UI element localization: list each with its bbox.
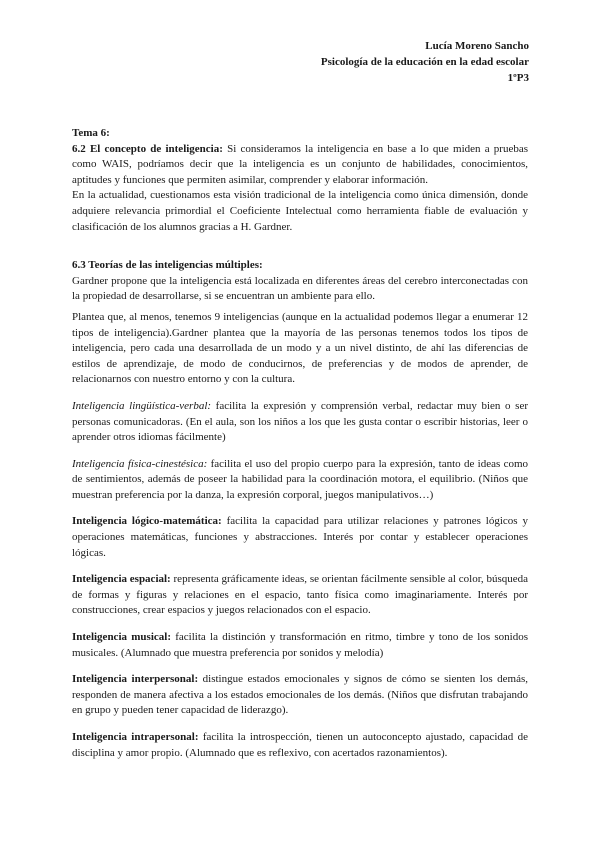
author-name: Lucía Moreno Sancho [425,40,529,52]
intelligence-kinesthetic [72,457,528,504]
concept-text: Si consideramos la inteligencia en base a lo que miden a pruebas como WAIS, podríamos decir que la inteligencia es un conjunto de habilidades, conocimientos, aptitudes y funciones que permiten asimilar, comprender y elaborar información. [72,142,528,186]
page-header [321,38,529,86]
intelligence-musical [72,630,528,661]
document-body [72,126,528,761]
intelligence-spatial [72,572,528,619]
intelligence-text: facilita la expresión y comprensión verbal, redactar muy bien o ser personas comunicadoras. (En el aula, son los niños a los que les gusta contar o escribir historias, leer o aprender otros idiomas fácilmente) [72,399,529,444]
intelligence-text: facilita la distinción y transformación en ritmo, timbre y tono de los sonidos musicales. (Alumnado que muestra preferencia por sonidos y melodía) [72,631,528,659]
intelligence-logical [72,514,528,561]
concept-heading: 6.2 El concepto de inteligencia: [72,142,223,155]
intelligence-title: Inteligencia espacial: [72,573,171,586]
course-name: Psicología de la educación en la edad escolar [320,56,529,68]
intelligence-text: representa gráficamente ideas, se orientan fácilmente sensible al color, búsqueda de formas y figuras y relaciones en el espacio, tanto física como imaginariamente. Interés por construcciones, crear espacios y juegos relacionados con el espacio. [72,573,529,617]
intelligence-title: Inteligencia lógico-matemática: [72,515,222,528]
intelligence-text: facilita el uso del propio cuerpo para la expresión, tanto de ideas como de sentimientos, además de poseer la habilidad para la coordinación motora, el equilibrio. (Niños que muestran preferencia por la danza, la expresión corporal, juegos manipulativos…) [72,457,529,501]
intelligence-linguistic [72,399,528,446]
theories-paragraph-2: Plantea que, al menos, tenemos 9 inteligencias (aunque en la actualidad podemos llegar a enumerar 12 tipos de inteligencia).Gardner plantea que la mayoría de las personas tenemos todos los tipos de inteligencia, pero cada una desarrollada de un modo y a un nivel distinto, de ahí las diferencias de estilos de aprendizaje, de modo de conducirnos, de preferencias y de modos de aprender, de relacionarnos con nuestro entorno y con la cultura. [72,310,528,386]
intelligence-title: Inteligencia física-cinestésica: [72,457,208,470]
intelligence-title: Inteligencia lingüística-verbal: [72,399,212,412]
theories-paragraph-1: Gardner propone que la inteligencia está localizada en diferentes áreas del cerebro interconectadas con la propiedad de desarrollarse, si se encuentran un ambiente para ello. [72,274,528,303]
intelligence-intrapersonal [72,730,528,761]
intelligence-text: distingue estados emocionales y signos de cómo se sienten los demás, responden de manera afectiva a los estados emocionales de los demás. (Niños que disfrutan trabajando en grupo y pueden tener capacidad de liderazgo). [72,673,528,717]
intelligence-title: Inteligencia intrapersonal: [72,731,199,743]
group-name: 1ºP3 [507,72,529,84]
concept-paragraph [72,142,528,189]
intelligence-title: Inteligencia musical: [72,631,171,644]
intelligence-title: Inteligencia interpersonal: [72,673,199,686]
topic-title: Tema 6: [72,127,110,139]
concept-paragraph-2: En la actualidad, cuestionamos esta visión tradicional de la inteligencia como única dimensión, donde adquiere relevancia primordial el Coeficiente Intelectual como herramienta fiable de evaluación y clasificación de los alumnos gracias a H. Gardner. [72,189,528,233]
intelligence-text: facilita la capacidad para utilizar relaciones y patrones lógicos y operaciones matemáticas, funciones y abstracciones. Interés por contar y establecer operaciones lógicas. [72,515,528,559]
intelligence-interpersonal [72,672,528,719]
intelligence-text: facilita la introspección, tienen un autoconcepto ajustado, capacidad de disciplina y amor propio. (Alumnado que es reflexivo, con acertados razonamientos). [72,731,528,759]
theories-heading: 6.3 Teorías de las inteligencias múltiples: [72,259,263,272]
